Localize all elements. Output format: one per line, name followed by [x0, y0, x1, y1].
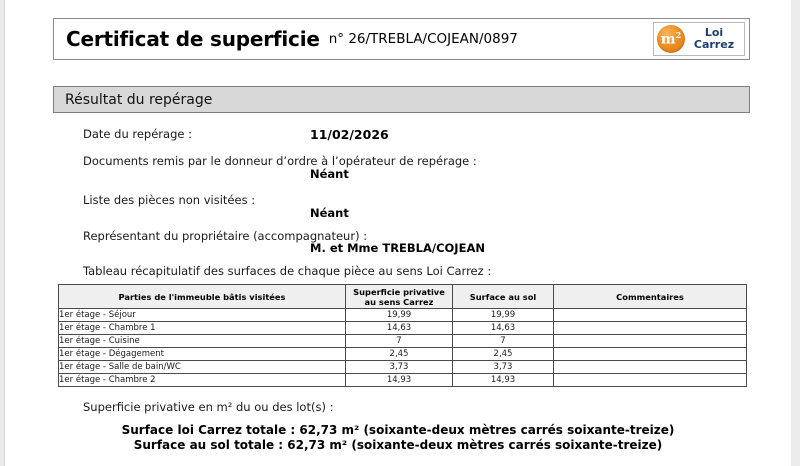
- logo-line-1: Loi: [704, 26, 724, 39]
- cell-carrez: 7: [346, 335, 453, 348]
- cell-comment: [554, 322, 747, 335]
- cell-carrez: 14,93: [346, 374, 453, 387]
- section-header-results: [53, 86, 750, 113]
- totals-lead-label: Superficie privative en m² du ou des lot(s) :: [83, 400, 334, 414]
- documents-label: Documents remis par le donneur d’ordre à l’opérateur de repérage :: [83, 154, 477, 168]
- table-row: [59, 309, 747, 322]
- cell-room: 1er étage - Cuisine: [59, 335, 346, 348]
- representative-value: M. et Mme TREBLA/COJEAN: [310, 241, 485, 255]
- cell-comment: [554, 309, 747, 322]
- cell-room: 1er étage - Chambre 2: [59, 374, 346, 387]
- page-title: Certificat de superficie: [66, 27, 320, 51]
- cell-floor: 7: [453, 335, 554, 348]
- column-header-room: Parties de l'immeuble bâtis visitées: [59, 285, 346, 309]
- section-header-label: Résultat du repérage: [65, 91, 213, 108]
- representative-label: Représentant du propriétaire (accompagnateur) :: [83, 229, 368, 243]
- square-meter-symbol: $m^2$: [660, 30, 682, 48]
- loi-carrez-logo: [653, 22, 745, 56]
- page-gutter-right: [790, 0, 800, 466]
- surfaces-table-body: [59, 309, 747, 387]
- documents-value: Néant: [310, 167, 349, 181]
- cell-room: 1er étage - Chambre 1: [59, 322, 346, 335]
- cell-carrez: 2,45: [346, 348, 453, 361]
- date-label: Date du repérage :: [83, 127, 192, 141]
- unvisited-rooms-label: Liste des pièces non visitées :: [83, 193, 256, 207]
- unvisited-rooms-value: Néant: [310, 206, 349, 220]
- column-header-comments: Commentaires: [554, 285, 747, 309]
- cell-comment: [554, 348, 747, 361]
- table-row: [59, 374, 747, 387]
- cell-carrez: 19,99: [346, 309, 453, 322]
- table-intro-label: Tableau récapitulatif des surfaces de chaque pièce au sens Loi Carrez :: [83, 264, 492, 278]
- cell-floor: 14,63: [453, 322, 554, 335]
- document-reference: n° 26/TREBLA/COJEAN/0897: [328, 31, 518, 47]
- table-row: [59, 348, 747, 361]
- total-floor-line: Surface au sol totale : 62,73 m² (soixante-deux mètres carrés soixante-treize): [133, 438, 663, 452]
- cell-floor: 14,93: [453, 374, 554, 387]
- cell-comment: [554, 335, 747, 348]
- cell-comment: [554, 374, 747, 387]
- table-row: [59, 335, 747, 348]
- total-carrez-line: Surface loi Carrez totale : 62,73 m² (soixante-deux mètres carrés soixante-treize): [121, 423, 675, 437]
- square-meter-icon: [657, 25, 685, 53]
- cell-room: 1er étage - Dégagement: [59, 348, 346, 361]
- cell-room: 1er étage - Salle de bain/WC: [59, 361, 346, 374]
- cell-floor: 3,73: [453, 361, 554, 374]
- column-header-carrez: Superficie privative au sens Carrez: [346, 285, 453, 309]
- table-header-row: [59, 285, 747, 309]
- document-title-bar: [53, 18, 750, 60]
- cell-floor: 2,45: [453, 348, 554, 361]
- table-row: [59, 322, 747, 335]
- logo-text: [690, 27, 738, 51]
- cell-floor: 19,99: [453, 309, 554, 322]
- certificate-page: [5, 0, 791, 466]
- cell-room: 1er étage - Séjour: [59, 309, 346, 322]
- logo-line-2: Carrez: [693, 38, 735, 51]
- surfaces-table: [58, 284, 747, 387]
- table-row: [59, 361, 747, 374]
- cell-carrez: 3,73: [346, 361, 453, 374]
- cell-comment: [554, 361, 747, 374]
- cell-carrez: 14,63: [346, 322, 453, 335]
- column-header-floor: Surface au sol: [453, 285, 554, 309]
- date-value: 11/02/2026: [310, 127, 389, 142]
